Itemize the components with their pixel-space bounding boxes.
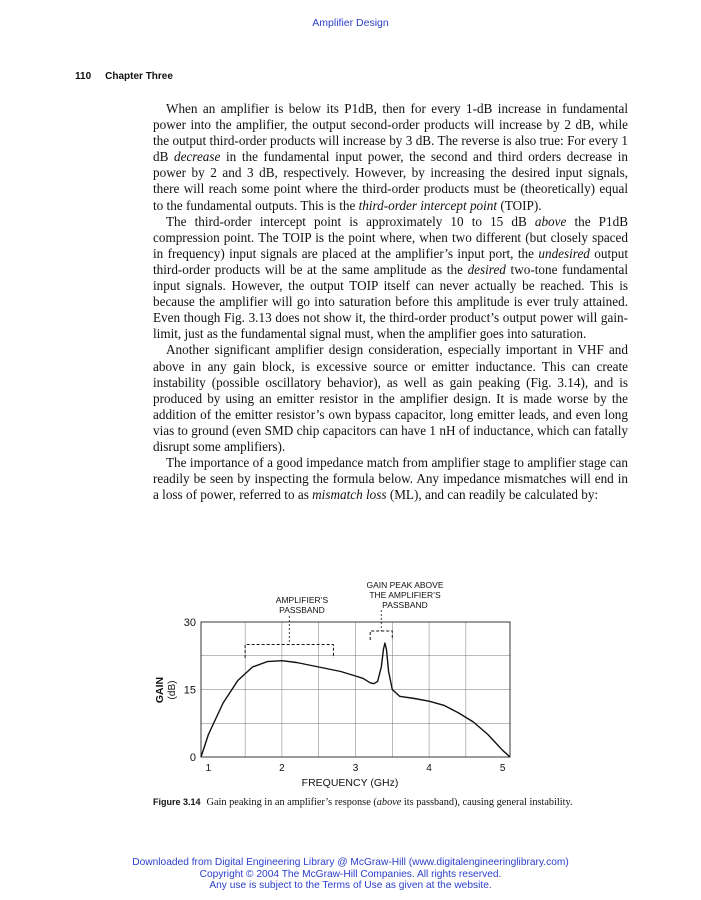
x-tick-label: 2 bbox=[279, 763, 285, 774]
figure-caption bbox=[153, 796, 573, 809]
paragraph bbox=[153, 455, 628, 503]
emphasis-text: above bbox=[534, 213, 567, 229]
x-tick-label: 1 bbox=[205, 763, 212, 774]
text-run: (TOIP). bbox=[497, 197, 542, 213]
figure-3-14 bbox=[0, 570, 701, 800]
gain-peak-annotation-line: THE AMPLIFIER’S bbox=[369, 590, 441, 600]
x-tick-label: 3 bbox=[352, 763, 359, 774]
gain-peak-annotation bbox=[366, 580, 443, 610]
x-axis-label: FREQUENCY (GHz) bbox=[301, 777, 399, 789]
text-run: The third-order intercept point is approximately 10 to 15 dB bbox=[166, 213, 535, 229]
text-run: (ML), and can readily be calculated by: bbox=[386, 487, 599, 503]
running-head bbox=[75, 71, 187, 82]
paragraph bbox=[153, 214, 628, 343]
gain-peak-annotation-line: GAIN PEAK ABOVE bbox=[366, 580, 444, 590]
y-tick-label: 15 bbox=[183, 684, 196, 697]
passband-annotation-line: PASSBAND bbox=[279, 605, 325, 615]
text-run: two-tone fundamental input signals. However, the output TOIP itself can never actually be reached. This is because the amplifier will go into saturation before this amplitude is ever truly attained. Even though Fig. 3.13 does not show it, the third-order product’s output power will gain-limit, just as the fundamental signal must, when the amplifier goes into saturation. bbox=[153, 261, 628, 342]
paragraph bbox=[153, 101, 628, 214]
emphasis-text: undesired bbox=[538, 245, 590, 261]
caption-text bbox=[207, 797, 573, 808]
passband-annotation bbox=[276, 595, 329, 615]
gain-chart bbox=[0, 570, 701, 800]
text-run: the P1dB compression point. The TOIP is the point where, when two different (but closely spaced in frequency) input signals are placed at the amplifier’s input port, the bbox=[153, 213, 628, 261]
text-run: output third-order products will be at the same amplitude as the bbox=[153, 245, 629, 277]
text-run: its passband), causing general instability. bbox=[401, 797, 573, 808]
x-tick-label: 4 bbox=[426, 763, 432, 774]
text-run: in the fundamental input power, the second and third orders decrease in power by 2 and 3 dB, respectively. However, by increasing the desired input signals, there will reach some point where the third-order products must be (theoretically) equal to the fundamental outputs. This is the bbox=[153, 149, 629, 213]
gain-peak-region-bracket bbox=[370, 631, 392, 640]
book-header-title: Amplifier Design bbox=[312, 17, 389, 29]
footer-terms-line[interactable]: Any use is subject to the Terms of Use as given at the website. bbox=[209, 880, 492, 891]
figure-number: Figure 3.14 bbox=[153, 797, 201, 807]
footer bbox=[0, 857, 701, 892]
emphasis-text: desired bbox=[467, 261, 506, 277]
text-run: The importance of a good impedance match from amplifier stage to amplifier stage can readily be seen by inspecting the formula below. Any impedance mismatches will end in a loss of power, referred to as bbox=[153, 455, 628, 503]
text-run: Gain peaking in an amplifier’s response ( bbox=[206, 797, 377, 808]
x-tick-label: 5 bbox=[499, 763, 506, 774]
y-axis-label-unit: (dB) bbox=[167, 680, 178, 700]
gain-peak-annotation-line: PASSBAND bbox=[382, 600, 428, 610]
y-tick-label: 0 bbox=[189, 752, 196, 764]
y-tick-label: 30 bbox=[183, 617, 196, 629]
emphasis-text: decrease bbox=[174, 149, 221, 165]
emphasis-text: above bbox=[376, 797, 402, 808]
page-number: 110 bbox=[75, 71, 92, 82]
chapter-title: Chapter Three bbox=[105, 71, 173, 82]
footer-download-line[interactable]: Downloaded from Digital Engineering Library @ McGraw-Hill (www.digitalengineeringlibrary.com) bbox=[132, 857, 569, 868]
paragraph bbox=[153, 342, 628, 455]
footer-copyright-line: Copyright © 2004 The McGraw-Hill Companies. All rights reserved. bbox=[199, 868, 502, 880]
emphasis-text: third-order intercept point bbox=[358, 197, 498, 213]
emphasis-text: mismatch loss bbox=[312, 487, 387, 503]
text-run: When an amplifier is below its P1dB, then for every 1-dB increase in fundamental power into the amplifier, the output second-order products will increase by 2 dB, while the output third-order products will increase by 3 dB. The reverse is also true: For every 1 dB bbox=[153, 101, 628, 165]
passband-annotation-line: AMPLIFIER’S bbox=[275, 595, 329, 605]
text-run: Another significant amplifier design consideration, especially important in VHF and above in any gain block, is excessive source or emitter inductance. This can create instability (possible oscillatory behavior), as well as gain peaking (Fig. 3.14), and is produced by using an emitter resistor in the amplifier design. It is made worse by the addition of the emitter resistor’s own bypass capacitor, long emitter leads, and even long vias to ground (even SMD chip capacitors can have 1 nH of inductance, which can fatally disrupt some amplifiers). bbox=[153, 342, 628, 454]
body-text bbox=[153, 101, 628, 503]
y-axis-label: GAIN bbox=[154, 676, 166, 704]
